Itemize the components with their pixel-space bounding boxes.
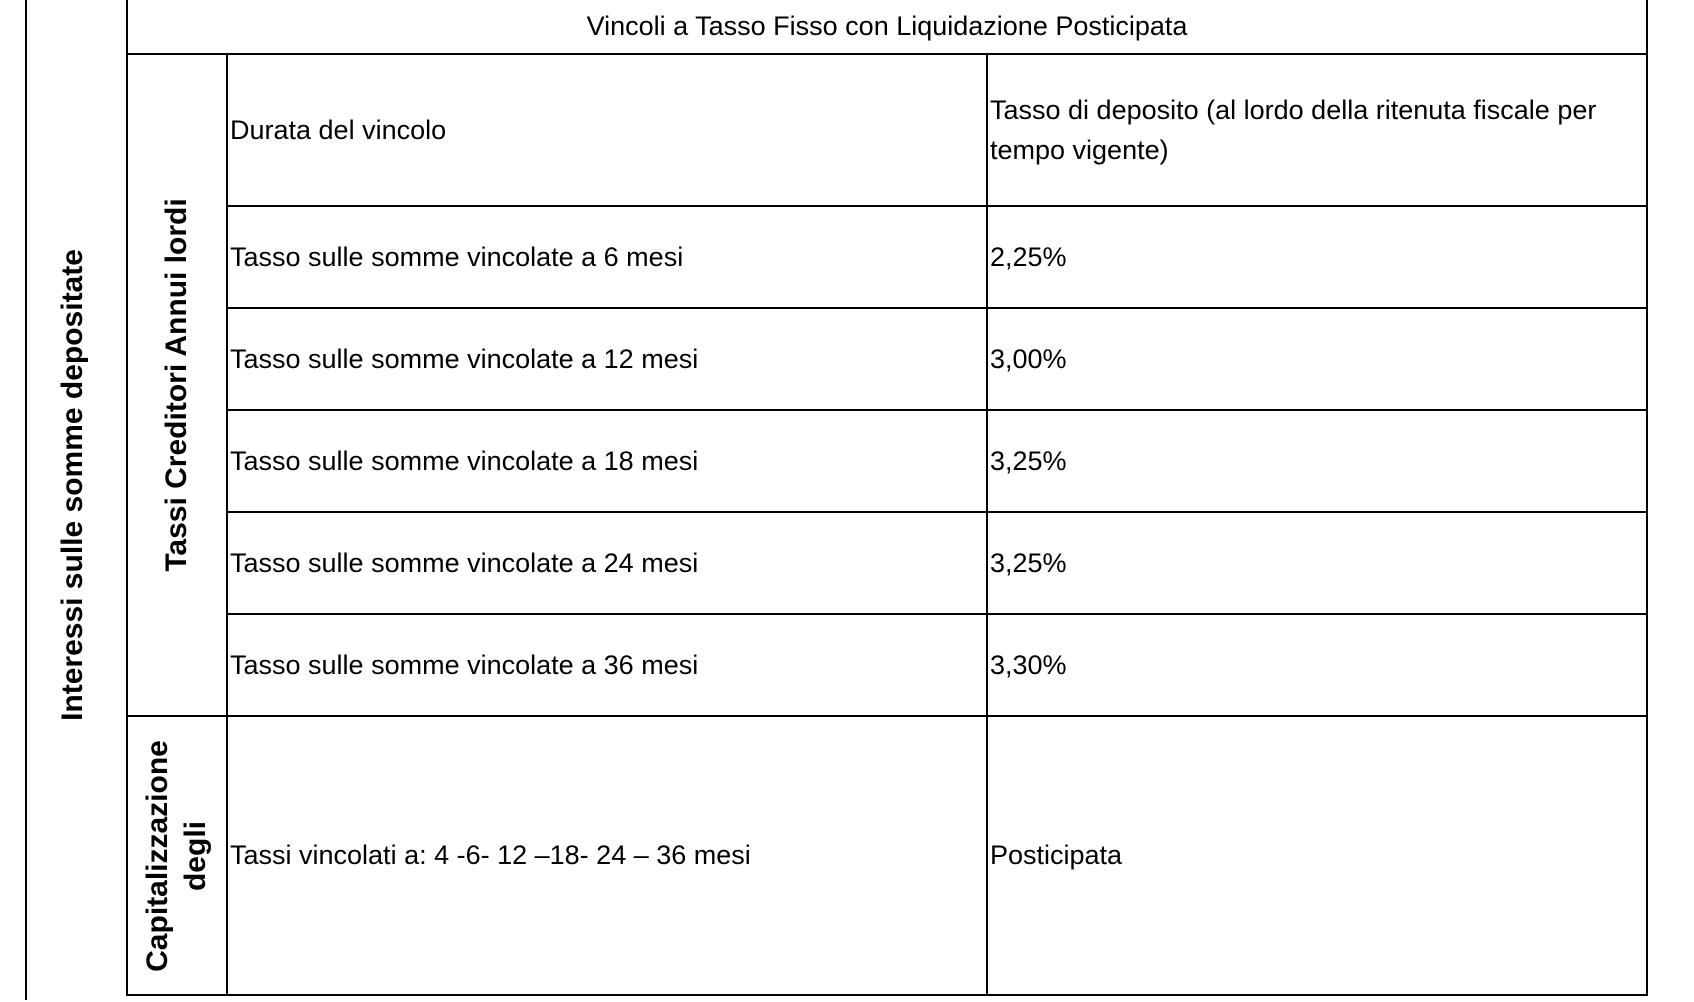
rates-table	[126, 0, 1648, 996]
row-value: 3,25%	[987, 410, 1647, 512]
table-row	[127, 308, 1647, 410]
row-label: Tasso sulle somme vincolate a 24 mesi	[227, 512, 987, 614]
row-label: Tasso sulle somme vincolate a 12 mesi	[227, 308, 987, 410]
row-label: Tasso sulle somme vincolate a 36 mesi	[227, 614, 987, 716]
table-row	[127, 614, 1647, 716]
row-value: 3,30%	[987, 614, 1647, 716]
table-row	[127, 206, 1647, 308]
section-label-cell-capitalization	[127, 716, 227, 995]
left-border-line	[25, 0, 27, 1000]
section-label-rates: Tassi Creditori Annui lordi	[160, 198, 193, 572]
header-duration: Durata del vincolo	[227, 54, 987, 206]
table-row	[127, 410, 1647, 512]
row-label: Tasso sulle somme vincolate a 6 mesi	[227, 206, 987, 308]
row-value: 3,25%	[987, 512, 1647, 614]
table-row	[127, 512, 1647, 614]
table-title: Vincoli a Tasso Fisso con Liquidazione Posticipata	[127, 0, 1647, 54]
title-row	[127, 0, 1647, 54]
side-label: Interessi sulle somme depositate	[56, 249, 89, 721]
capitalization-value: Posticipata	[987, 716, 1647, 995]
capitalization-label: Tassi vincolati a: 4 -6- 12 –18- 24 – 36 mesi	[227, 716, 987, 995]
row-label: Tasso sulle somme vincolate a 18 mesi	[227, 410, 987, 512]
row-value: 3,00%	[987, 308, 1647, 410]
capitalization-row	[127, 716, 1647, 995]
section-label-capitalization: Capitalizzazione degli	[141, 739, 212, 972]
row-value: 2,25%	[987, 206, 1647, 308]
header-row	[127, 54, 1647, 206]
section-label-cell-rates	[127, 54, 227, 716]
header-rate: Tasso di deposito (al lordo della ritenuta fiscale per tempo vigente)	[987, 54, 1647, 206]
